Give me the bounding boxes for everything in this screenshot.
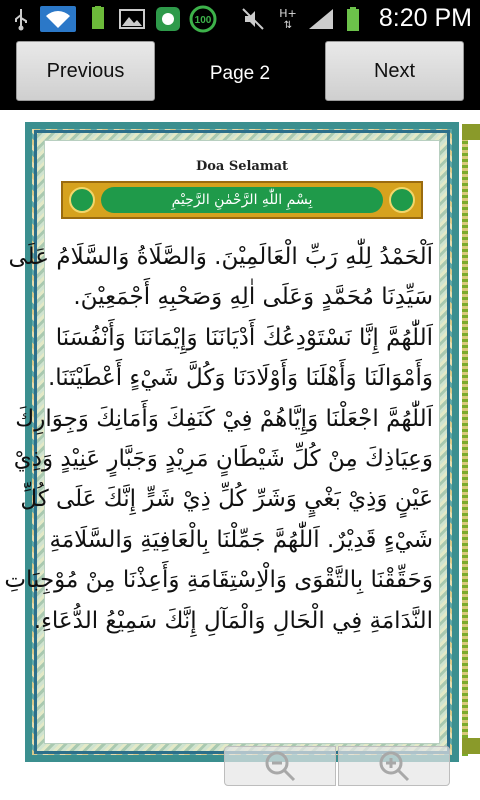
clock: 8:20 PM — [378, 4, 472, 32]
previous-button[interactable]: Previous — [16, 41, 155, 101]
basmala-banner — [61, 181, 423, 219]
battery-storage-icon — [84, 6, 112, 32]
app-icon — [154, 6, 182, 32]
status-bar — [0, 0, 480, 38]
zoom-in-icon — [376, 748, 412, 784]
prayer-line: سَيِّدِنَا مُحَمَّدٍ وَعَلَى اٰلِهِ وَصَحْبِهِ أَجْمَعِيْنَ. — [73, 284, 433, 311]
medallion-icon — [389, 187, 415, 213]
signal-icon — [306, 6, 336, 32]
page-edge-marker — [462, 124, 480, 140]
basmala-text: بِسْمِ اللّٰهِ الرَّحْمٰنِ الرَّحِيْمِ — [101, 187, 383, 213]
zoom-in-button[interactable] — [338, 746, 450, 786]
document-title: Doa Selamat — [195, 159, 289, 174]
medallion-icon — [69, 187, 95, 213]
navigation-toolbar — [0, 38, 480, 110]
gallery-icon — [118, 6, 146, 32]
prayer-line: اَلْحَمْدُ لِلّٰهِ رَبِّ الْعَالَمِيْنَ. وَالصَّلَاةُ وَالسَّلَامُ عَلَى — [8, 244, 433, 270]
page-indicator: Page 2 — [209, 63, 271, 84]
wifi-icon — [40, 6, 76, 32]
svg-text:100: 100 — [194, 15, 212, 26]
prayer-line: اَللّٰهُمَّ اجْعَلْنَا وَإِيَّاهُمْ فِيْ كَنَفِكَ وَأَمَانِكَ وَجِوَارِكَ — [15, 405, 433, 432]
zoom-out-icon — [262, 748, 298, 784]
data-indicator-label: H+ — [279, 7, 297, 20]
data-h-plus-icon: H+ ⇅ — [279, 7, 297, 31]
prayer-line: وَحَقِّقْنَا بِالتَّقْوَى وَالْاِسْتِقَامَةِ وَأَعِذْنَا مِنْ مُوْجِبَاتِ — [4, 567, 433, 594]
zoom-out-button[interactable] — [224, 746, 336, 786]
battery-icon — [342, 6, 364, 32]
page-edge-strip — [462, 126, 468, 756]
prayer-line: اَللّٰهُمَّ إِنَّا نَسْتَوْدِعُكَ أَدْيَانَنَا وَإِيْمَانَنَا وَأَنْفُسَنَا — [55, 324, 433, 351]
prayer-line: شَيْءٍ قَدِيْرٌ. اَللّٰهُمَّ جَمِّلْنَا بِالْعَافِيَةِ وَالسَّلَامَةِ — [49, 526, 433, 553]
prayer-line: عَيْنٍ وَذِيْ بَغْيٍ وَشَرِّ كُلِّ ذِيْ شَرٍّ إِنَّكَ عَلَى كُلِّ — [20, 486, 433, 513]
page-edge-marker — [462, 738, 480, 754]
next-button[interactable]: Next — [325, 41, 464, 101]
prayer-line: النَّدَامَةِ فِي الْحَالِ وَالْمَآلِ إِنَّكَ سَمِيْعُ الدُّعَاءِ. — [33, 607, 433, 634]
usb-icon — [10, 6, 32, 32]
mute-icon — [240, 6, 266, 32]
prayer-line: وَعِيَاذِكَ مِنْ كُلِّ شَيْطَانٍ مَرِيْدٍ وَجَبَّارٍ عَنِيْدٍ وَذِيْ — [13, 446, 433, 473]
prayer-text — [4, 237, 433, 641]
document-page — [4, 140, 440, 744]
circle-100-icon — [188, 6, 218, 32]
prayer-line: وَأَمْوَالَنَا وَأَهْلَنَا وَأَوْلَادَنَا وَكُلَّ شَيْءٍ أَعْطَيْتَنَا. — [47, 365, 433, 392]
